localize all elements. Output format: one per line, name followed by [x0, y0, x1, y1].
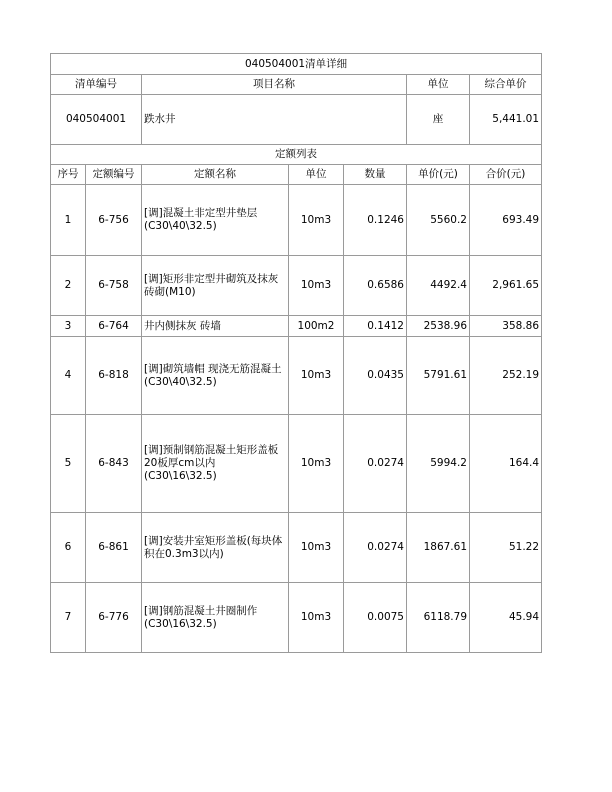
row-name: [调]混凝土非定型井垫层(C30\40\32.5) [142, 185, 289, 256]
quota-header-row [51, 165, 542, 185]
row-name: [调]预制钢筋混凝土矩形盖板20板厚cm以内(C30\16\32.5) [142, 415, 289, 513]
row-name: [调]砌筑墙帽 现浇无筋混凝土(C30\40\32.5) [142, 337, 289, 415]
list-item-unit: 座 [407, 95, 470, 145]
row-qty: 0.1246 [344, 185, 407, 256]
row-unit-price: 2538.96 [407, 316, 470, 337]
row-unit: 10m3 [289, 185, 344, 256]
name-header: 定额名称 [142, 165, 289, 185]
row-code: 6-764 [86, 316, 142, 337]
seq-header: 序号 [51, 165, 86, 185]
list-code-header: 清单编号 [51, 75, 142, 95]
row-unit-price: 5791.61 [407, 337, 470, 415]
row-seq: 5 [51, 415, 86, 513]
row-qty: 0.0435 [344, 337, 407, 415]
row-total: 252.19 [470, 337, 542, 415]
row-unit-price: 6118.79 [407, 583, 470, 653]
row-code: 6-861 [86, 513, 142, 583]
total-header: 合价(元) [470, 165, 542, 185]
row-unit: 10m3 [289, 583, 344, 653]
row-code: 6-818 [86, 337, 142, 415]
row-code: 6-756 [86, 185, 142, 256]
row-name: [调]钢筋混凝土井圈制作(C30\16\32.5) [142, 583, 289, 653]
list-item-name: 跌水井 [142, 95, 407, 145]
list-item-price: 5,441.01 [470, 95, 542, 145]
list-item-code: 040504001 [51, 95, 142, 145]
table-row [51, 513, 542, 583]
row-seq: 2 [51, 256, 86, 316]
list-price-header: 综合单价 [470, 75, 542, 95]
row-seq: 4 [51, 337, 86, 415]
row-unit: 100m2 [289, 316, 344, 337]
row-name: [调]矩形非定型井砌筑及抹灰 砖砌(M10) [142, 256, 289, 316]
title-row [51, 54, 542, 75]
qty-header: 数量 [344, 165, 407, 185]
quota-section-title: 定额列表 [51, 145, 542, 165]
table-row [51, 256, 542, 316]
row-qty: 0.0274 [344, 415, 407, 513]
code-header: 定额编号 [86, 165, 142, 185]
list-item-row [51, 95, 542, 145]
row-code: 6-843 [86, 415, 142, 513]
list-header-row [51, 75, 542, 95]
row-total: 51.22 [470, 513, 542, 583]
row-name: 井内侧抹灰 砖墙 [142, 316, 289, 337]
quota-section-row [51, 145, 542, 165]
row-total: 164.4 [470, 415, 542, 513]
list-unit-header: 单位 [407, 75, 470, 95]
row-unit-price: 5560.2 [407, 185, 470, 256]
quota-detail-table [50, 53, 542, 653]
row-name: [调]安装井室矩形盖板(每块体积在0.3m3以内) [142, 513, 289, 583]
table-title: 040504001清单详细 [51, 54, 542, 75]
table-row [51, 316, 542, 337]
row-seq: 7 [51, 583, 86, 653]
row-total: 45.94 [470, 583, 542, 653]
row-seq: 3 [51, 316, 86, 337]
row-unit-price: 5994.2 [407, 415, 470, 513]
row-unit: 10m3 [289, 337, 344, 415]
list-name-header: 项目名称 [142, 75, 407, 95]
row-total: 693.49 [470, 185, 542, 256]
row-qty: 0.1412 [344, 316, 407, 337]
row-unit: 10m3 [289, 256, 344, 316]
row-qty: 0.6586 [344, 256, 407, 316]
row-unit-price: 1867.61 [407, 513, 470, 583]
row-seq: 6 [51, 513, 86, 583]
table-row [51, 415, 542, 513]
row-unit-price: 4492.4 [407, 256, 470, 316]
row-code: 6-776 [86, 583, 142, 653]
table-row [51, 185, 542, 256]
row-qty: 0.0075 [344, 583, 407, 653]
row-unit: 10m3 [289, 513, 344, 583]
table-row [51, 337, 542, 415]
unit-price-header: 单价(元) [407, 165, 470, 185]
row-unit: 10m3 [289, 415, 344, 513]
row-total: 358.86 [470, 316, 542, 337]
unit-header: 单位 [289, 165, 344, 185]
row-code: 6-758 [86, 256, 142, 316]
row-total: 2,961.65 [470, 256, 542, 316]
row-qty: 0.0274 [344, 513, 407, 583]
table-row [51, 583, 542, 653]
row-seq: 1 [51, 185, 86, 256]
